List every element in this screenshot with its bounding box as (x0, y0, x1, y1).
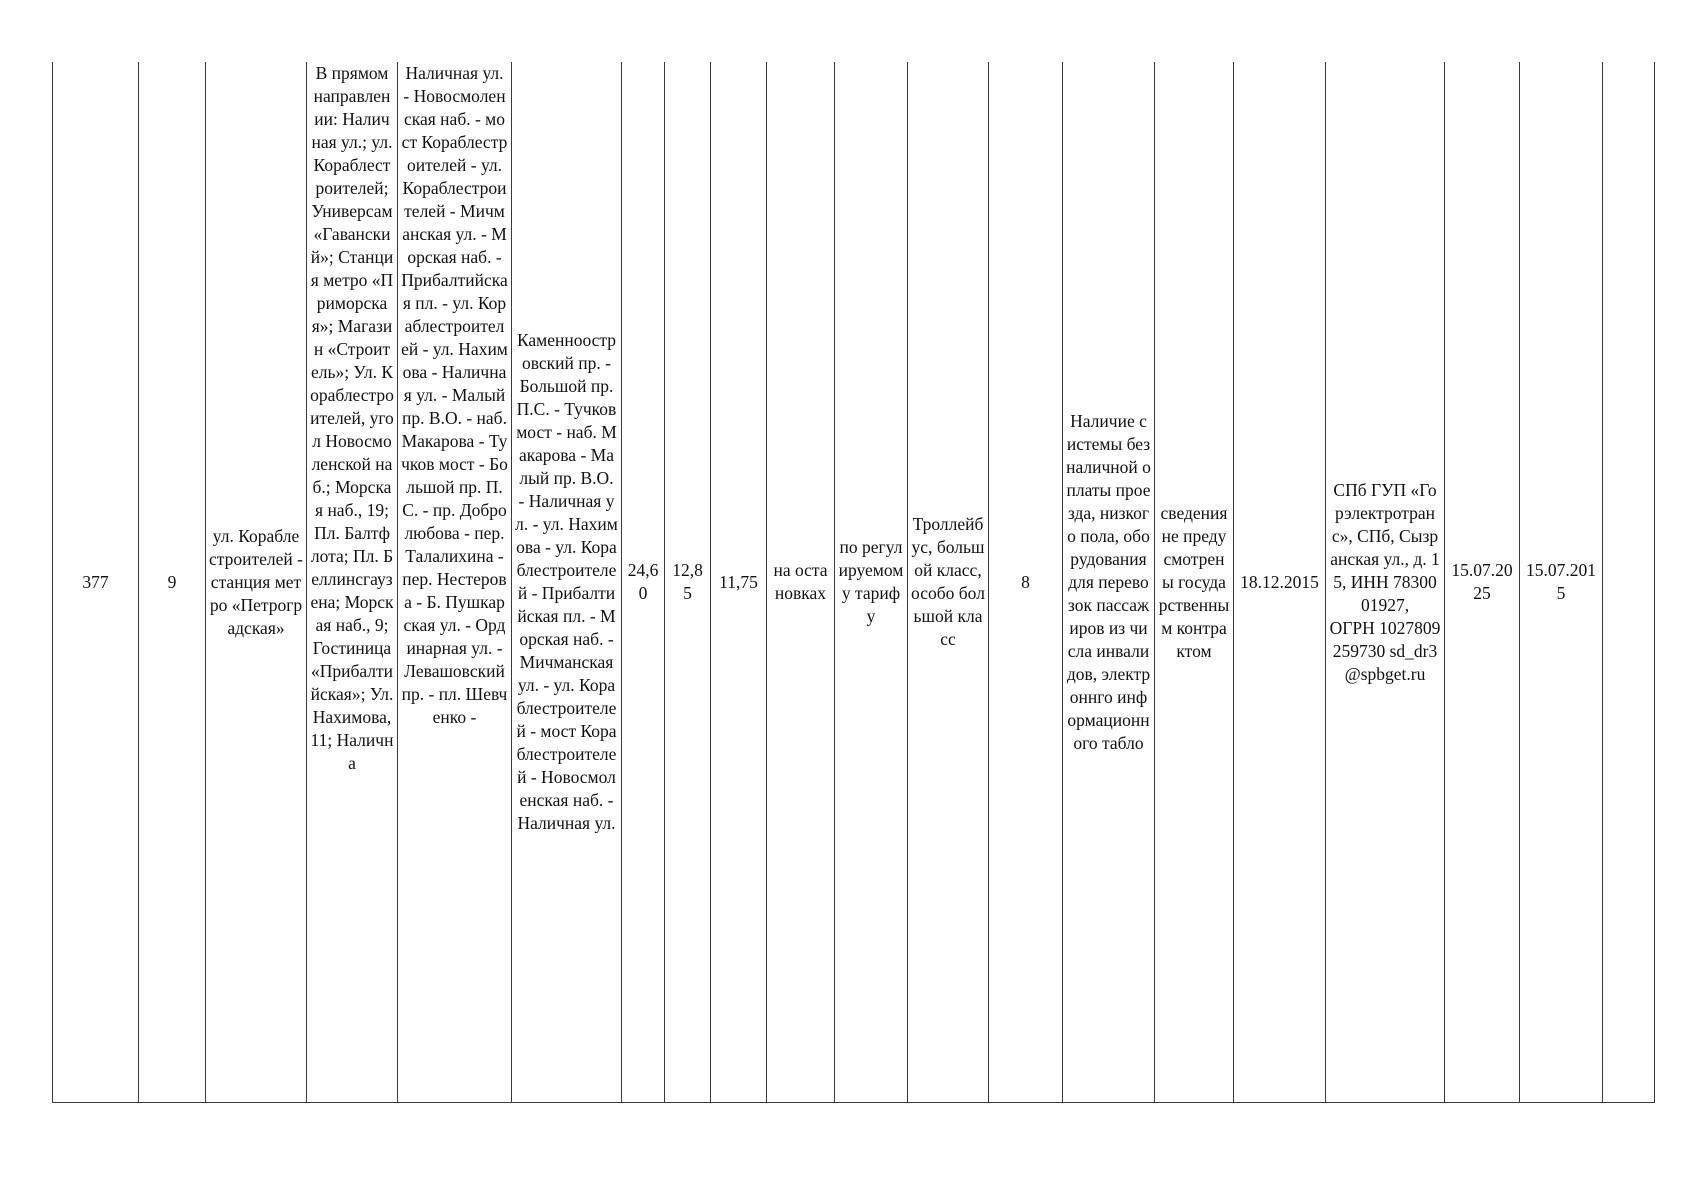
carrier-ids: ОГРН 1027809259730 sd_dr3@spbget.ru (1329, 617, 1441, 684)
boarding-order-cell: на остановках (767, 62, 835, 1103)
vehicle-features-cell: Наличие системы безналичной оплаты проезда, низкого пола, оборудования для перевозок пассажиров из числа инвалидов, электроннго информационного табло (1063, 62, 1155, 1103)
tariff-type-cell: по регулируемому тарифу (835, 62, 908, 1103)
reverse-path-cell: Каменноостровский пр. - Большой пр. П.С. - Тучков мост - наб. Макарова - Малый пр. В.О. - Наличная ул. - ул. Нахимова - ул. Кораблестроителей - Прибалтийская пл. - Морская наб. - Мичманская ул. - ул. Кораблестроителей - мост Кораблестроителей - Новосмоленская наб. - Наличная ул. (512, 62, 622, 1103)
vehicle-count-cell: 8 (989, 62, 1063, 1103)
vehicle-type-cell: Троллейбус, большой класс, особо большой класс (908, 62, 989, 1103)
carrier-cell (1326, 62, 1445, 1103)
date-2-cell: 15.07.2015 (1520, 62, 1603, 1103)
stops-list-cell: В прямом направлении: Наличная ул.; ул. Кораблестроителей; Универсам «Гаванский»; Станция метро «Приморская»; Магазин «Строитель»; Ул. Кораблестроителей, угол Новосмоленской наб.; Морская наб., 19; Пл. Балтфлота; Пл. Беллинсгаузена; Морская наб., 9; Гостиница «Прибалтийская»; Ул. Нахимова, 11; Налична (307, 62, 398, 1103)
length-reverse-cell: 11,75 (711, 62, 767, 1103)
carrier-name: СПб ГУП «Горэлектротранс», СПб, Сызранская ул., д. 15, ИНН 7830001927, (1330, 479, 1440, 615)
date-1-cell: 15.07.2025 (1445, 62, 1520, 1103)
contract-info-cell: сведения не предусмотрены государственным контрактом (1155, 62, 1234, 1103)
length-forward-cell: 12,85 (665, 62, 711, 1103)
extra-cell (1603, 62, 1655, 1103)
registration-number-cell: 377 (53, 62, 139, 1103)
route-register-table (52, 62, 1655, 1103)
forward-path-cell: Наличная ул. - Новосмоленская наб. - мост Кораблестроителей - ул. Кораблестроителей - Мичманская ул. - Морская наб. - Прибалтийская пл. - ул. Кораблестроителей - ул. Нахимова - Наличная ул. - Малый пр. В.О. - наб. Макарова - Тучков мост - Большой пр. П.С. - пр. Добролюбова - пер. Талалихина - пер. Нестерова - Б. Пушкарская ул. - Ординарная ул. - Левашовский пр. - пл. Шевченко - (398, 62, 512, 1103)
route-number-cell: 9 (139, 62, 206, 1103)
length-total-cell: 24,60 (622, 62, 665, 1103)
route-row (53, 62, 1655, 1103)
route-name-cell: ул. Кораблестроителей - станция метро «Петроградская» (206, 62, 307, 1103)
start-date-cell: 18.12.2015 (1234, 62, 1326, 1103)
